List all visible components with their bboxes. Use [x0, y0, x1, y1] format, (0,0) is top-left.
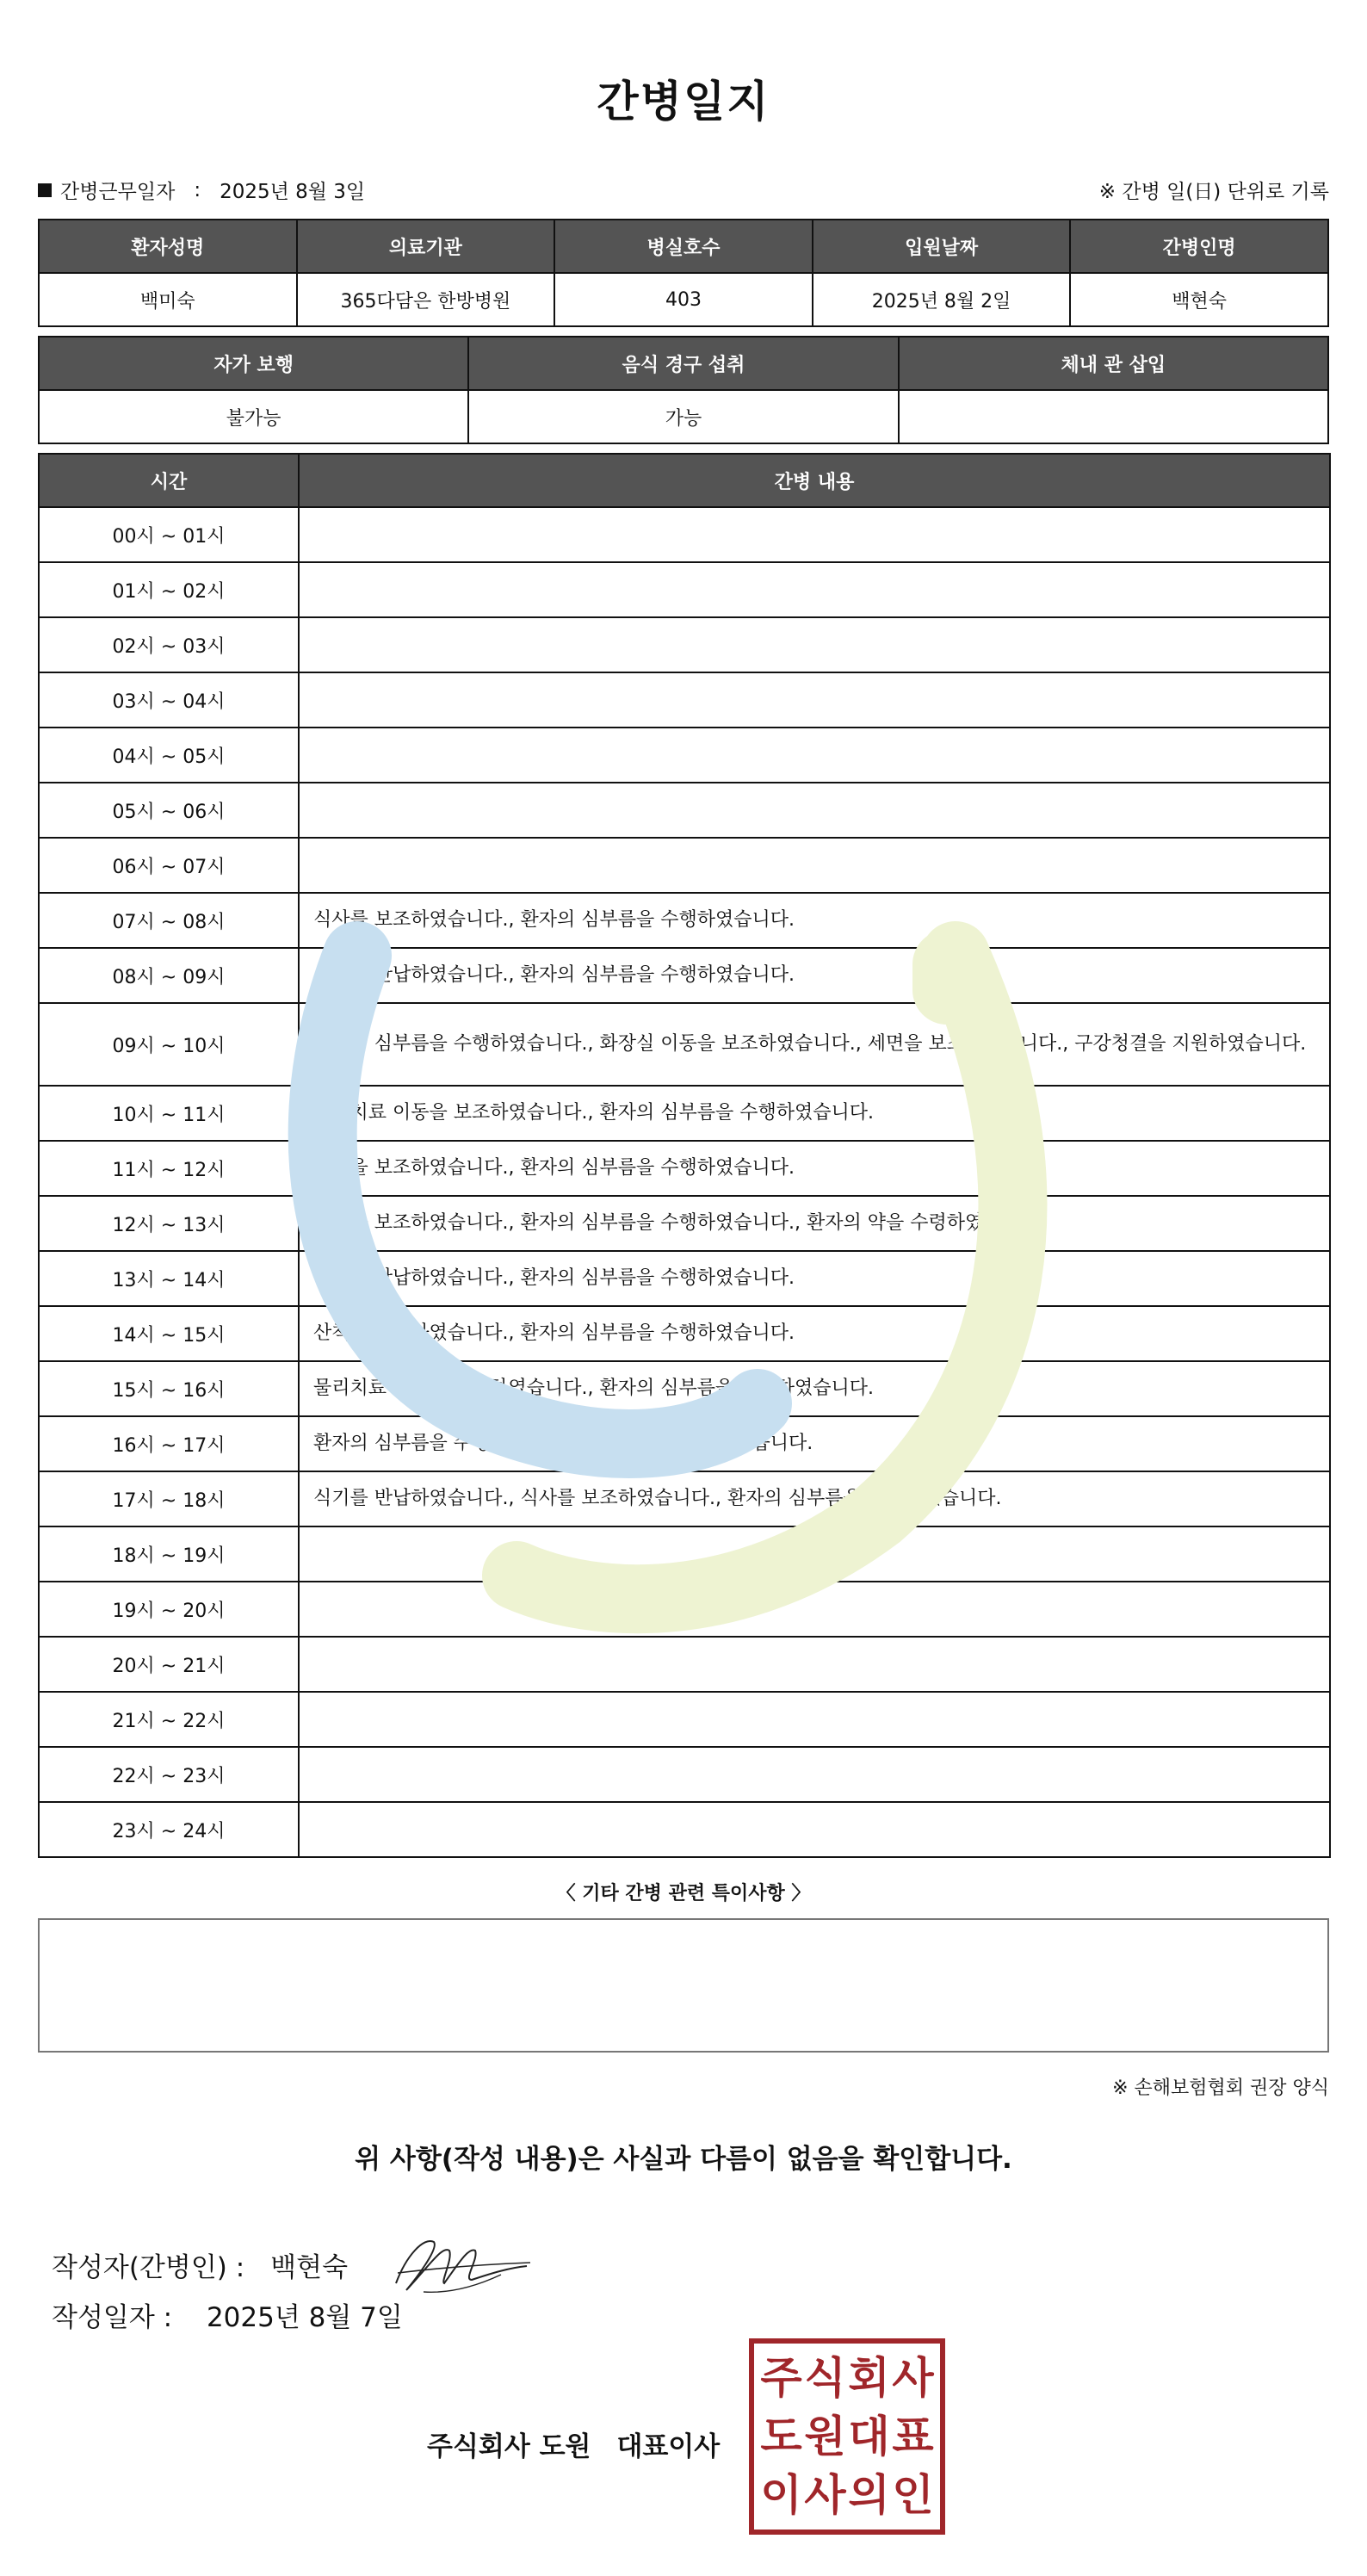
header-room: 병실호수: [554, 220, 813, 273]
care-log-content: 산책을 보조하였습니다., 환자의 심부름을 수행하였습니다.: [299, 1141, 1330, 1196]
care-log-content: 식기를 반납하였습니다., 식사를 보조하였습니다., 환자의 심부름을 수행하였습니다.: [299, 1471, 1330, 1526]
care-log-time: 04시 ~ 05시: [39, 728, 299, 783]
remarks-box: [38, 1918, 1329, 2053]
header-caregiver-name: 간병인명: [1070, 220, 1328, 273]
seal-character: 주: [760, 2353, 802, 2403]
care-log-row: [39, 1471, 1330, 1526]
author-name: 백현숙: [270, 2251, 349, 2283]
care-log-time: 07시 ~ 08시: [39, 893, 299, 948]
header-admission-date: 입원날짜: [813, 220, 1071, 273]
handwritten-signature: [389, 2230, 535, 2299]
care-log-row: [39, 1526, 1330, 1582]
care-log-row: [39, 617, 1330, 672]
patient-info-value-row: [39, 273, 1328, 326]
seal-character: 대: [848, 2412, 890, 2461]
care-log-content: 물리치료 이동을 보조하였습니다., 환자의 심부름을 수행하였습니다.: [299, 1086, 1330, 1141]
care-log-row: [39, 1196, 1330, 1251]
self-walking-value: 불가능: [39, 390, 468, 443]
seal-character: 이: [760, 2470, 802, 2520]
work-date-colon: :: [194, 178, 201, 201]
patient-status-header-row: [39, 337, 1328, 390]
hospital-name: 365다담은 한방병원: [297, 273, 555, 326]
care-log-row: [39, 1141, 1330, 1196]
care-log-row: [39, 672, 1330, 728]
company-seal-stamp: [749, 2338, 945, 2535]
admission-date: 2025년 8월 2일: [813, 273, 1071, 326]
care-log-time: 21시 ~ 22시: [39, 1692, 299, 1747]
company-role: 대표이사: [616, 2431, 721, 2462]
care-log-content: 환자의 심부름을 수행하였습니다., 환자복을 갈아입혔습니다.: [299, 1416, 1330, 1471]
care-log-row: [39, 1306, 1330, 1361]
care-log-header-row: [39, 454, 1330, 507]
care-log-row: [39, 1251, 1330, 1306]
patient-info-table: [38, 219, 1329, 327]
tube-insertion-value: [899, 390, 1328, 443]
care-log-row: [39, 783, 1330, 838]
care-log-time: 00시 ~ 01시: [39, 507, 299, 562]
care-log-time: 17시 ~ 18시: [39, 1471, 299, 1526]
page-title: 간병일지: [597, 77, 770, 127]
care-log-time: 11시 ~ 12시: [39, 1141, 299, 1196]
seal-character: 사: [892, 2353, 934, 2403]
care-log-table: [38, 453, 1331, 1858]
seal-character: 원: [804, 2412, 846, 2461]
care-log-row: [39, 728, 1330, 783]
header-tube-insertion: 체내 관 삽입: [899, 337, 1328, 390]
company-signature: [427, 2424, 720, 2463]
care-log-content: [299, 672, 1330, 728]
seal-character: 도: [760, 2412, 802, 2461]
seal-character: 식: [804, 2353, 846, 2403]
square-bullet-icon: [38, 183, 52, 197]
header-oral-intake: 음식 경구 섭취: [468, 337, 898, 390]
header-hospital: 의료기관: [297, 220, 555, 273]
care-log-time: 01시 ~ 02시: [39, 562, 299, 617]
care-log-body: [39, 507, 1330, 1857]
care-log-time: 08시 ~ 09시: [39, 948, 299, 1003]
care-log-time: 03시 ~ 04시: [39, 672, 299, 728]
care-log-content: [299, 1526, 1330, 1582]
care-log-content: [299, 728, 1330, 783]
care-log-time: 10시 ~ 11시: [39, 1086, 299, 1141]
care-log-row: [39, 948, 1330, 1003]
work-date-label: 간병근무일자: [60, 181, 176, 203]
care-log-content: 산책을 보조하였습니다., 환자의 심부름을 수행하였습니다.: [299, 1306, 1330, 1361]
caregiver-name: 백현숙: [1070, 273, 1328, 326]
seal-character: 사: [804, 2470, 846, 2520]
care-log-row: [39, 1361, 1330, 1416]
author-label: 작성자(간병인) :: [52, 2251, 245, 2283]
company-name: 주식회사 도원: [427, 2431, 591, 2462]
care-log-time: 09시 ~ 10시: [39, 1003, 299, 1086]
care-log-content: [299, 1692, 1330, 1747]
record-unit-note: ※ 간병 일(日) 단위로 기록: [1098, 181, 1329, 203]
seal-character: 의: [848, 2470, 890, 2520]
care-log-time: 05시 ~ 06시: [39, 783, 299, 838]
care-log-content: 식사를 보조하였습니다., 환자의 심부름을 수행하였습니다., 환자의 약을 수령하였습니다.: [299, 1196, 1330, 1251]
care-log-content: 환자의 심부름을 수행하였습니다., 화장실 이동을 보조하였습니다., 세면을 보조하였습니다., 구강청결을 지원하였습니다.: [299, 1003, 1330, 1086]
written-date-label: 작성일자 :: [52, 2302, 173, 2333]
care-log-time: 14시 ~ 15시: [39, 1306, 299, 1361]
care-log-content: [299, 1582, 1330, 1637]
work-date-value: 2025년 8월 3일: [220, 181, 366, 203]
oral-intake-value: 가능: [468, 390, 898, 443]
care-log-content: [299, 1637, 1330, 1692]
care-log-time: 12시 ~ 13시: [39, 1196, 299, 1251]
care-log-content: [299, 562, 1330, 617]
patient-status-value-row: [39, 390, 1328, 443]
care-log-time: 23시 ~ 24시: [39, 1802, 299, 1857]
care-log-time: 18시 ~ 19시: [39, 1526, 299, 1582]
care-log-time: 13시 ~ 14시: [39, 1251, 299, 1306]
header-self-walking: 자가 보행: [39, 337, 468, 390]
seal-character: 표: [892, 2412, 934, 2461]
form-source-note: ※ 손해보험협회 권장 양식: [1112, 2078, 1329, 2099]
care-log-time: 15시 ~ 16시: [39, 1361, 299, 1416]
header-time: 시간: [39, 454, 299, 507]
care-log-content: [299, 783, 1330, 838]
care-log-time: 20시 ~ 21시: [39, 1637, 299, 1692]
care-log-time: 16시 ~ 17시: [39, 1416, 299, 1471]
remarks-title: 〈 기타 간병 관련 특이사항 〉: [556, 1883, 811, 1904]
care-log-row: [39, 893, 1330, 948]
care-log-content: 식기를 반납하였습니다., 환자의 심부름을 수행하였습니다.: [299, 1251, 1330, 1306]
care-log-row: [39, 1802, 1330, 1857]
care-log-content: 식사를 보조하였습니다., 환자의 심부름을 수행하였습니다.: [299, 893, 1330, 948]
care-log-row: [39, 1637, 1330, 1692]
care-log-content: 물리치료 이동을 보조하였습니다., 환자의 심부름을 수행하였습니다.: [299, 1361, 1330, 1416]
room-number: 403: [554, 273, 813, 326]
care-log-content: [299, 617, 1330, 672]
patient-status-table: [38, 336, 1329, 444]
header-care-content: 간병 내용: [299, 454, 1330, 507]
care-log-time: 02시 ~ 03시: [39, 617, 299, 672]
confirmation-statement: 위 사항(작성 내용)은 사실과 다름이 없음을 확인합니다.: [355, 2144, 1012, 2175]
care-log-time: 22시 ~ 23시: [39, 1747, 299, 1802]
care-log-row: [39, 838, 1330, 893]
care-log-time: 19시 ~ 20시: [39, 1582, 299, 1637]
care-log-row: [39, 1747, 1330, 1802]
seal-character: 인: [892, 2470, 934, 2520]
care-log-row: [39, 1582, 1330, 1637]
author-row: [52, 2230, 535, 2299]
care-log-content: [299, 838, 1330, 893]
care-log-row: [39, 507, 1330, 562]
care-log-time: 06시 ~ 07시: [39, 838, 299, 893]
care-log-row: [39, 1692, 1330, 1747]
care-log-content: [299, 1802, 1330, 1857]
written-date-row: [52, 2295, 403, 2334]
care-log-row: [39, 562, 1330, 617]
care-log-row: [39, 1003, 1330, 1086]
care-log-content: [299, 1747, 1330, 1802]
patient-name: 백미숙: [39, 273, 297, 326]
care-log-content: [299, 507, 1330, 562]
care-log-row: [39, 1086, 1330, 1141]
seal-character: 회: [848, 2353, 890, 2403]
written-date-value: 2025년 8월 7일: [206, 2302, 403, 2333]
work-date-row: [38, 176, 1329, 207]
care-log-row: [39, 1416, 1330, 1471]
care-log-content: 식기를 반납하였습니다., 환자의 심부름을 수행하였습니다.: [299, 948, 1330, 1003]
header-patient-name: 환자성명: [39, 220, 297, 273]
patient-info-header-row: [39, 220, 1328, 273]
